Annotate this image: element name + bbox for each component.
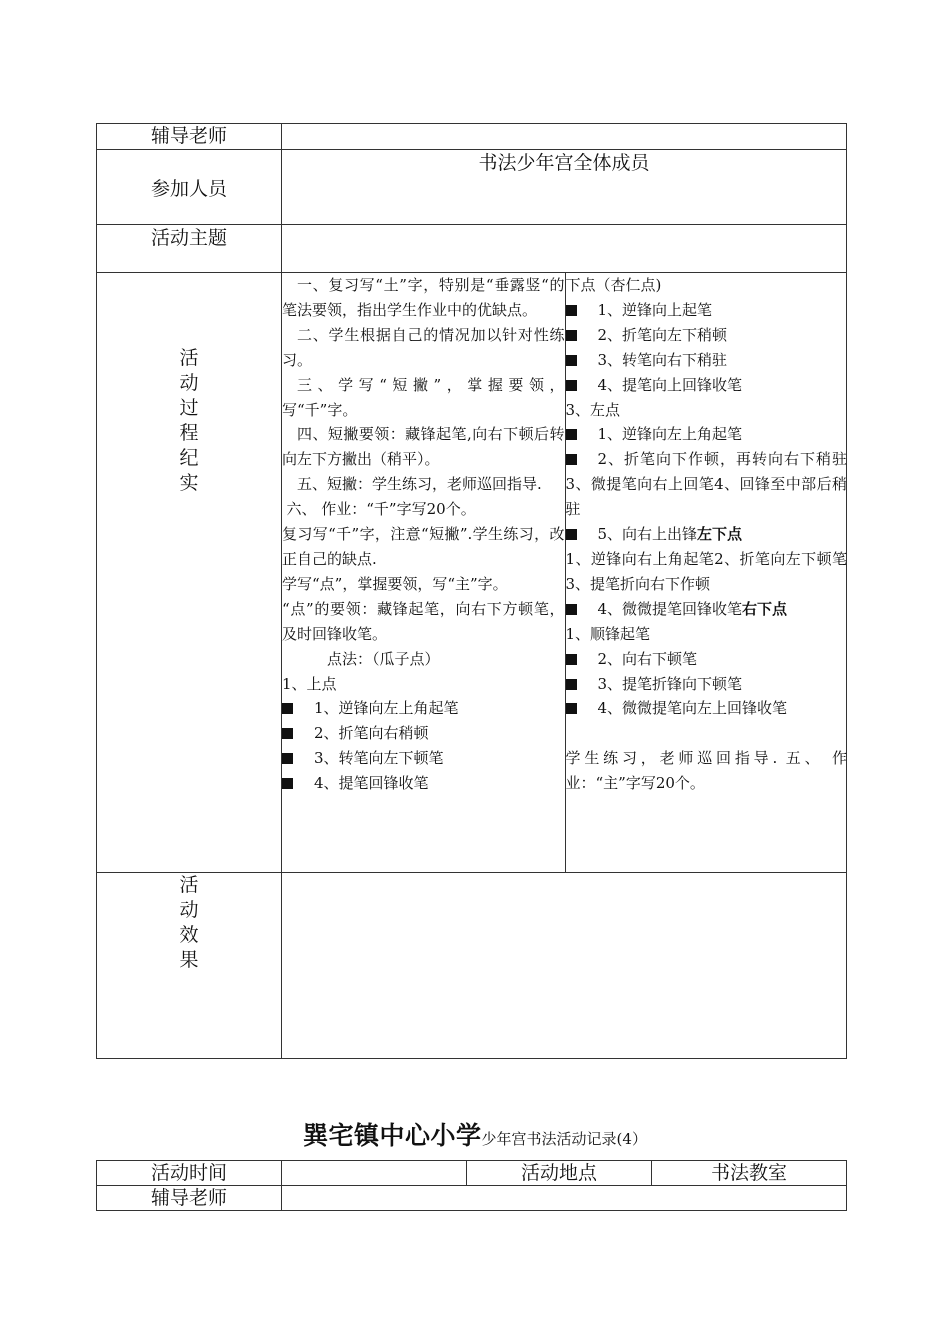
process-paragraph: 二、学生根据自己的情况加以针对性练习。 (282, 325, 565, 369)
list-item (282, 746, 565, 771)
process-paragraph: 三、学写“短撇”，掌握要领，写“千”字。 (282, 375, 565, 419)
square-bullet-icon (282, 703, 293, 714)
square-bullet-icon (282, 753, 293, 764)
list-item (282, 771, 565, 796)
square-bullet-icon (282, 778, 293, 789)
process-columns (282, 273, 847, 872)
list-item-text: 1、逆锋向左上角起笔 (314, 699, 459, 718)
list-item-text: 1、逆锋向左上角起笔 (597, 425, 743, 444)
list-item-text: 2、折笔向下作顿，再转向右下稍驻3、微提笔向右上回笔4、回锋至中部后稍驻 (565, 450, 847, 519)
process-label-char: 过 (179, 397, 199, 419)
square-bullet-icon (566, 703, 577, 714)
process-paragraph: 学写“点”，掌握要领，写“主”字。 (282, 574, 508, 593)
list-item (566, 348, 848, 373)
list-item (566, 422, 848, 447)
list-item-text: 4、微微提笔回锋收笔 (597, 599, 743, 618)
process-paragraph: 五、短撇：学生练习，老师巡回指导. (297, 475, 542, 494)
theme-label: 活动主题 (97, 225, 282, 273)
list-item-text: 1、逆锋向上起笔 (597, 300, 713, 319)
square-bullet-icon (566, 429, 577, 440)
teacher-label-2: 辅导老师 (97, 1186, 282, 1211)
theme-value (282, 225, 847, 273)
process-paragraph: 一、复习写“土”字，特别是“垂露竖“的笔法要领，指出学生作业中的优缺点。 (282, 276, 565, 319)
list-item (566, 447, 848, 522)
list-item-text: 4、微微提笔向左上回锋收笔 (597, 699, 788, 718)
participants-value: 书法少年宫全体成员 (282, 150, 847, 225)
lower-right-dot-heading: 右下点 (742, 599, 788, 618)
list-item (566, 373, 848, 398)
list-item-text: 4、提笔回锋收笔 (314, 774, 429, 793)
teacher-value (282, 124, 847, 150)
time-value (282, 1161, 467, 1186)
list-item-text: 3、提笔折锋向下顿笔 (597, 674, 743, 693)
square-bullet-icon (566, 330, 577, 341)
process-paragraph: 复习写“千”字，注意“短撇”.学生练习，改正自己的缺点. (282, 525, 565, 568)
place-value: 书法教室 (652, 1161, 847, 1186)
record-title (0, 1116, 950, 1152)
effect-label-char: 动 (179, 899, 199, 921)
record-subtitle: 少年宫书法活动记录(4） (481, 1130, 647, 1148)
process-label-char: 程 (179, 422, 199, 444)
list-item-text: 2、折笔向左下稍顿 (597, 325, 728, 344)
participants-row (97, 150, 847, 225)
right-dot-step-heading: 1、顺锋起笔 (565, 624, 651, 643)
activity-record-table (96, 123, 847, 1059)
activity-record-table-2 (96, 1160, 847, 1211)
process-label-char: 纪 (179, 447, 199, 469)
process-label (97, 273, 282, 873)
list-item-text: 3、转笔向左下顿笔 (314, 749, 444, 768)
process-row (97, 273, 847, 873)
list-item (566, 696, 848, 721)
process-label-char: 动 (179, 372, 199, 394)
effect-label (97, 873, 282, 1059)
effect-label-char: 果 (179, 949, 199, 971)
process-paragraph: 六、 作业：“千”字写20个。 (286, 500, 476, 519)
effect-row (97, 873, 847, 1059)
list-item-text: 2、折笔向右稍顿 (314, 724, 429, 743)
square-bullet-icon (566, 454, 577, 465)
place-label: 活动地点 (467, 1161, 652, 1186)
process-label-char: 实 (179, 472, 199, 494)
time-place-row (97, 1161, 847, 1186)
square-bullet-icon (566, 654, 577, 665)
dot-method-heading: 点法：（瓜子点） (327, 649, 440, 668)
square-bullet-icon (566, 679, 577, 690)
square-bullet-icon (566, 380, 577, 391)
left-dot-heading: 3、左点 (565, 400, 621, 419)
list-item (282, 721, 565, 746)
theme-row (97, 225, 847, 273)
list-item (566, 647, 848, 672)
process-paragraph: 1、逆锋向右上角起笔2、折笔向左下顿笔3、提笔折向右下作顿 (565, 549, 847, 593)
process-paragraph: 四、短撇要领：藏锋起笔,向右下顿后转向左下方撇出（稍平）。 (282, 425, 565, 469)
closing-paragraph: 学生练习，老师巡回指导. 五、 作业：“主”字写20个。 (565, 749, 847, 793)
participants-label: 参加人员 (97, 150, 282, 225)
list-item (566, 672, 848, 697)
list-item-text: 2、向右下顿笔 (597, 649, 698, 668)
teacher-row-2 (97, 1186, 847, 1211)
square-bullet-icon (282, 728, 293, 739)
lower-dot-heading: 下点（杏仁点) (565, 276, 662, 294)
list-item (566, 597, 848, 622)
effect-value (282, 873, 847, 1059)
process-left-column (282, 273, 565, 872)
lower-left-dot-heading: 左下点 (697, 525, 743, 544)
list-item (566, 522, 848, 547)
upper-dot-heading: 1、上点 (282, 674, 337, 693)
process-paragraph: “点”的要领：藏锋起笔，向右下方顿笔，及时回锋收笔。 (282, 599, 565, 643)
teacher-label: 辅导老师 (97, 124, 282, 150)
effect-label-char: 活 (179, 874, 199, 896)
process-right-column (565, 273, 847, 872)
list-item (282, 696, 565, 721)
teacher-row (97, 124, 847, 150)
square-bullet-icon (566, 604, 577, 615)
school-name: 巽宅镇中心小学 (303, 1121, 482, 1150)
list-item-text: 4、提笔向上回锋收笔 (597, 375, 743, 394)
square-bullet-icon (566, 355, 577, 366)
list-item (566, 323, 848, 348)
list-item-text: 3、转笔向右下稍驻 (597, 350, 728, 369)
teacher-value-2 (282, 1186, 847, 1211)
effect-label-char: 效 (179, 924, 199, 946)
list-item-text: 5、向右上出锋 (597, 525, 698, 544)
square-bullet-icon (566, 305, 577, 316)
time-label: 活动时间 (97, 1161, 282, 1186)
square-bullet-icon (566, 529, 577, 540)
list-item (566, 298, 848, 323)
process-label-char: 活 (179, 347, 199, 369)
